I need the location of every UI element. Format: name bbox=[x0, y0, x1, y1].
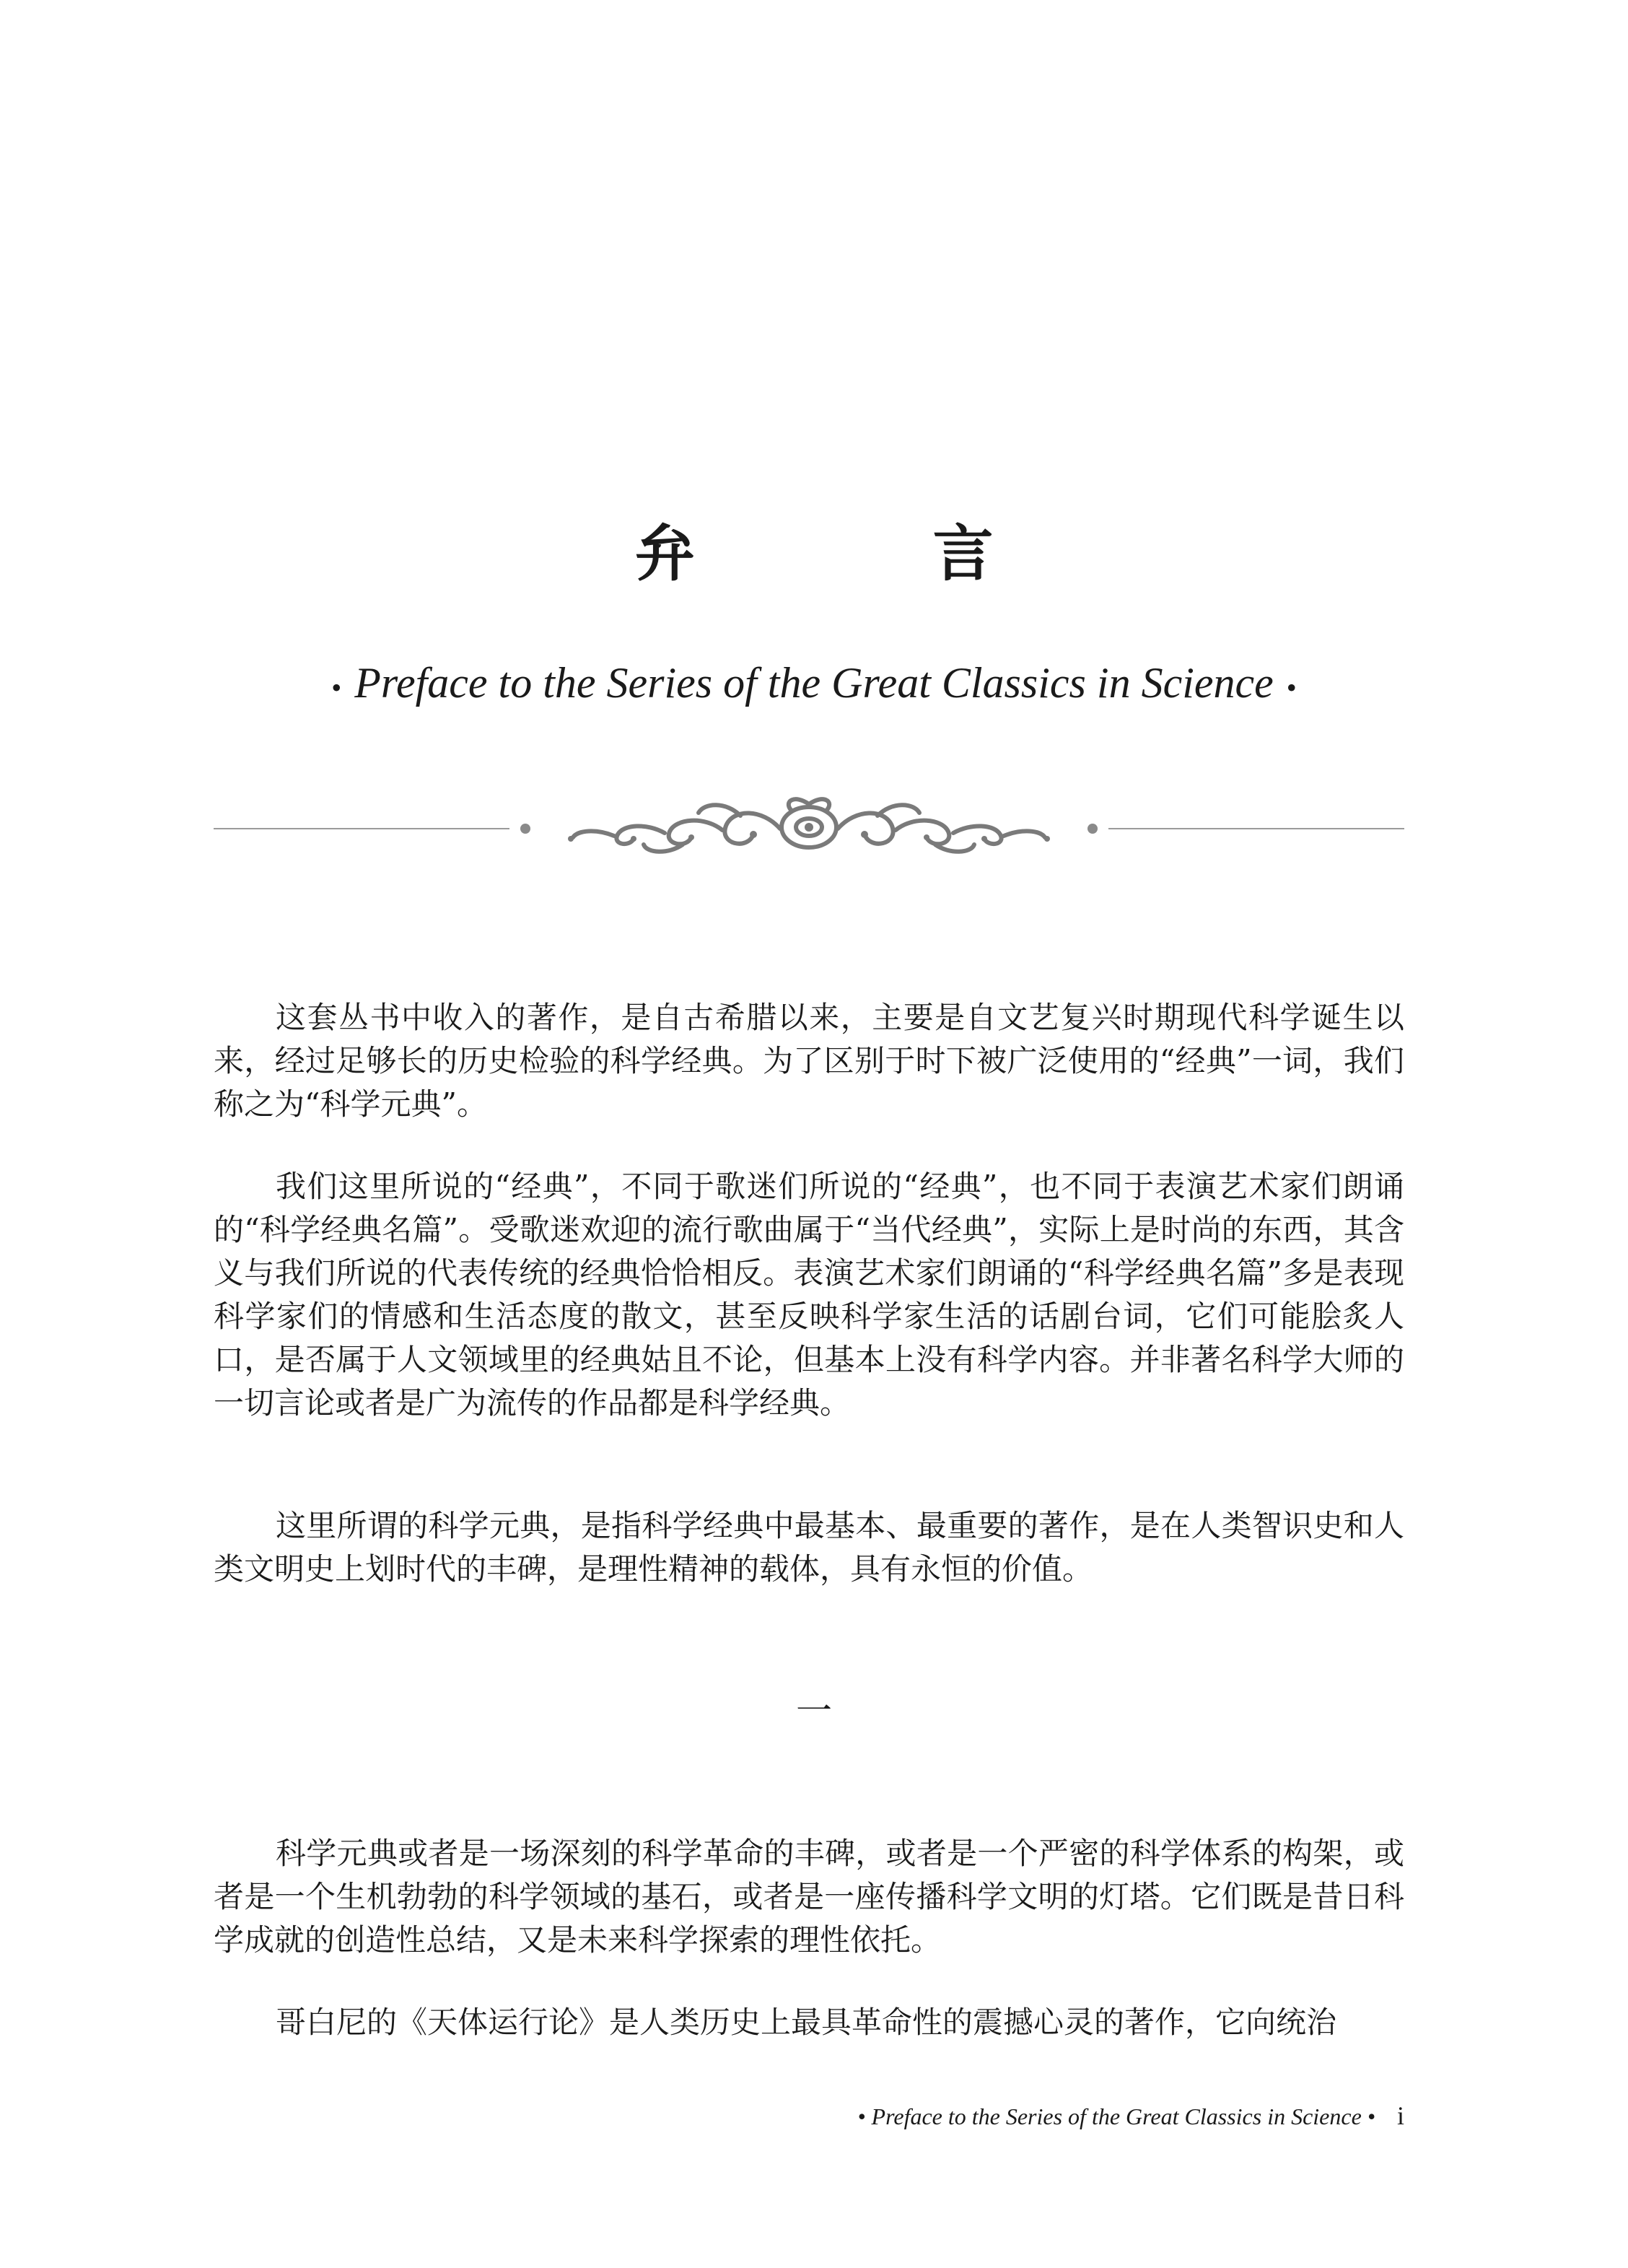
bullet-right: • bbox=[1286, 671, 1297, 704]
page-number: i bbox=[1396, 2101, 1404, 2130]
page-subtitle bbox=[0, 658, 1628, 708]
ornament-icon bbox=[214, 794, 1404, 863]
intro-paragraph-3: 这里所谓的科学元典，是指科学经典中最基本、最重要的著作，是在人类智识史和人类文明史上划时代的丰碑，是理性精神的载体，具有永恒的价值。 bbox=[214, 1508, 1404, 1587]
footer-bullet-right: • bbox=[1367, 2103, 1375, 2129]
decorative-divider bbox=[214, 794, 1404, 863]
subtitle-text: Preface to the Series of the Great Classics in Science bbox=[354, 659, 1274, 707]
section-number: 一 bbox=[796, 1690, 832, 1732]
intro-paragraph-2: 我们这里所说的“经典”，不同于歌迷们所说的“经典”，也不同于表演艺术家们朗诵的“科学经典名篇”。受歌迷欢迎的流行歌曲属于“当代经典”，实际上是时尚的东西，其含义与我们所说的代表传统的经典恰恰相反。表演艺术家们朗诵的“科学经典名篇”多是表现科学家们的情感和生活态度的散文，甚至反映科学家生活的话剧台词，它们可能脍炙人口，是否属于人文领域里的经典姑且不论，但基本上没有科学内容。并非著名科学大师的一切言论或者是广为流传的作品都是科学经典。 bbox=[214, 1169, 1404, 1421]
page-title: 弁 言 bbox=[634, 518, 1102, 589]
footer-bullet-left: • bbox=[857, 2103, 866, 2129]
page-footer bbox=[857, 2101, 1404, 2131]
bullet-left: • bbox=[331, 671, 342, 704]
section-paragraph-2: 哥白尼的《天体运行论》是人类历史上最具革命性的震撼心灵的著作，它向统治 bbox=[276, 2005, 1337, 2040]
section-paragraph-1: 科学元典或者是一场深刻的科学革命的丰碑，或者是一个严密的科学体系的构架，或者是一个生机勃勃的科学领域的基石，或者是一座传播科学文明的灯塔。它们既是昔日科学成就的创造性总结，又是未来科学探索的理性依托。 bbox=[214, 1836, 1404, 1958]
intro-paragraph-1: 这套丛书中收入的著作，是自古希腊以来，主要是自文艺复兴时期现代科学诞生以来，经过足够长的历史检验的科学经典。为了区别于时下被广泛使用的“经典”一词，我们称之为“科学元典”。 bbox=[214, 1000, 1404, 1122]
footer-running-title: Preface to the Series of the Great Classics in Science bbox=[871, 2103, 1362, 2129]
